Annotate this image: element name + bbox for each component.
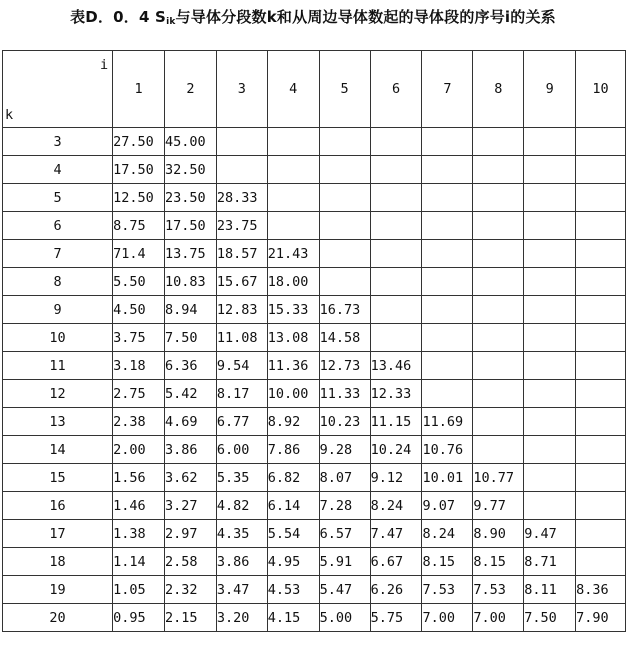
value-cell: 7.00 [422, 604, 473, 632]
title-subscript: ik [166, 17, 176, 27]
i-header-cell: 4 [267, 51, 319, 128]
value-cell: 10.24 [370, 436, 422, 464]
title-suffix: 与导体分段数k和从周边导体数起的导体段的序号i的关系 [175, 8, 556, 26]
table-row [3, 380, 626, 408]
i-header-cell: 10 [576, 51, 626, 128]
value-cell [473, 184, 524, 212]
value-cell: 6.36 [164, 352, 216, 380]
value-cell: 3.27 [164, 492, 216, 520]
value-cell [267, 156, 319, 184]
value-cell: 12.50 [113, 184, 165, 212]
value-cell: 5.35 [216, 464, 267, 492]
i-header-cell: 2 [164, 51, 216, 128]
value-cell: 7.50 [524, 604, 576, 632]
value-cell: 4.69 [164, 408, 216, 436]
value-cell [422, 296, 473, 324]
value-cell: 32.50 [164, 156, 216, 184]
value-cell: 10.00 [267, 380, 319, 408]
value-cell [422, 156, 473, 184]
value-cell [370, 324, 422, 352]
corner-cell [3, 51, 113, 128]
value-cell: 6.00 [216, 436, 267, 464]
value-cell [576, 296, 626, 324]
i-header-cell: 3 [216, 51, 267, 128]
value-cell: 3.20 [216, 604, 267, 632]
value-cell [576, 408, 626, 436]
value-cell: 3.86 [216, 548, 267, 576]
value-cell: 1.05 [113, 576, 165, 604]
value-cell [473, 240, 524, 268]
corner-k-label: k [5, 107, 14, 123]
value-cell [267, 128, 319, 156]
table-row [3, 268, 626, 296]
value-cell [524, 184, 576, 212]
value-cell [370, 296, 422, 324]
value-cell: 2.75 [113, 380, 165, 408]
value-cell [524, 128, 576, 156]
value-cell: 3.62 [164, 464, 216, 492]
value-cell: 17.50 [164, 212, 216, 240]
value-cell [576, 184, 626, 212]
value-cell [524, 352, 576, 380]
value-cell: 9.12 [370, 464, 422, 492]
k-value-cell: 19 [3, 576, 113, 604]
value-cell: 9.54 [216, 352, 267, 380]
value-cell: 5.50 [113, 268, 165, 296]
value-cell: 12.83 [216, 296, 267, 324]
value-cell: 8.07 [319, 464, 370, 492]
value-cell: 13.08 [267, 324, 319, 352]
k-value-cell: 10 [3, 324, 113, 352]
value-cell: 1.56 [113, 464, 165, 492]
k-value-cell: 9 [3, 296, 113, 324]
value-cell: 3.18 [113, 352, 165, 380]
i-header-cell: 1 [113, 51, 165, 128]
value-cell [422, 184, 473, 212]
k-value-cell: 4 [3, 156, 113, 184]
data-table [2, 50, 626, 632]
value-cell: 11.36 [267, 352, 319, 380]
value-cell [370, 268, 422, 296]
value-cell: 18.00 [267, 268, 319, 296]
value-cell [524, 156, 576, 184]
value-cell [473, 408, 524, 436]
value-cell [319, 268, 370, 296]
value-cell: 7.90 [576, 604, 626, 632]
value-cell: 12.33 [370, 380, 422, 408]
table-row [3, 156, 626, 184]
value-cell [524, 492, 576, 520]
value-cell: 2.58 [164, 548, 216, 576]
k-value-cell: 18 [3, 548, 113, 576]
value-cell: 10.23 [319, 408, 370, 436]
value-cell: 0.95 [113, 604, 165, 632]
value-cell: 2.97 [164, 520, 216, 548]
value-cell: 8.17 [216, 380, 267, 408]
i-header-cell: 9 [524, 51, 576, 128]
value-cell: 7.47 [370, 520, 422, 548]
value-cell: 3.47 [216, 576, 267, 604]
value-cell [422, 128, 473, 156]
value-cell [473, 352, 524, 380]
k-value-cell: 16 [3, 492, 113, 520]
value-cell: 6.14 [267, 492, 319, 520]
value-cell: 5.91 [319, 548, 370, 576]
table-row [3, 492, 626, 520]
value-cell: 9.47 [524, 520, 576, 548]
value-cell: 8.24 [422, 520, 473, 548]
value-cell [473, 324, 524, 352]
table-row [3, 548, 626, 576]
table-row [3, 352, 626, 380]
value-cell: 4.95 [267, 548, 319, 576]
k-value-cell: 11 [3, 352, 113, 380]
value-cell: 7.28 [319, 492, 370, 520]
value-cell: 6.67 [370, 548, 422, 576]
k-value-cell: 7 [3, 240, 113, 268]
value-cell: 7.00 [473, 604, 524, 632]
value-cell [576, 464, 626, 492]
value-cell: 11.33 [319, 380, 370, 408]
value-cell [524, 436, 576, 464]
value-cell [370, 156, 422, 184]
i-header-cell: 8 [473, 51, 524, 128]
value-cell: 8.36 [576, 576, 626, 604]
value-cell: 7.53 [473, 576, 524, 604]
value-cell: 3.75 [113, 324, 165, 352]
value-cell: 9.77 [473, 492, 524, 520]
value-cell [524, 268, 576, 296]
value-cell [524, 212, 576, 240]
table-row [3, 464, 626, 492]
value-cell [576, 324, 626, 352]
value-cell: 5.54 [267, 520, 319, 548]
value-cell: 10.76 [422, 436, 473, 464]
value-cell [576, 492, 626, 520]
value-cell [473, 268, 524, 296]
value-cell: 27.50 [113, 128, 165, 156]
k-value-cell: 20 [3, 604, 113, 632]
value-cell [576, 520, 626, 548]
value-cell: 8.24 [370, 492, 422, 520]
value-cell [473, 436, 524, 464]
k-value-cell: 5 [3, 184, 113, 212]
k-value-cell: 15 [3, 464, 113, 492]
value-cell [319, 240, 370, 268]
value-cell: 13.46 [370, 352, 422, 380]
table-title [0, 2, 626, 38]
value-cell [473, 380, 524, 408]
value-cell: 4.35 [216, 520, 267, 548]
value-cell: 11.69 [422, 408, 473, 436]
value-cell [370, 128, 422, 156]
table-row [3, 212, 626, 240]
value-cell: 18.57 [216, 240, 267, 268]
value-cell: 15.67 [216, 268, 267, 296]
value-cell: 11.08 [216, 324, 267, 352]
value-cell: 2.00 [113, 436, 165, 464]
value-cell [370, 240, 422, 268]
value-cell: 9.07 [422, 492, 473, 520]
value-cell: 45.00 [164, 128, 216, 156]
value-cell [524, 464, 576, 492]
value-cell: 71.4 [113, 240, 165, 268]
value-cell [422, 240, 473, 268]
value-cell: 7.86 [267, 436, 319, 464]
value-cell [576, 352, 626, 380]
value-cell: 23.50 [164, 184, 216, 212]
table-row [3, 324, 626, 352]
table-row [3, 576, 626, 604]
value-cell [576, 268, 626, 296]
i-header-cell: 5 [319, 51, 370, 128]
value-cell: 8.92 [267, 408, 319, 436]
value-cell: 11.15 [370, 408, 422, 436]
value-cell: 4.82 [216, 492, 267, 520]
value-cell: 2.32 [164, 576, 216, 604]
value-cell: 5.47 [319, 576, 370, 604]
value-cell: 8.90 [473, 520, 524, 548]
value-cell: 13.75 [164, 240, 216, 268]
value-cell: 3.86 [164, 436, 216, 464]
value-cell [524, 408, 576, 436]
value-cell: 7.50 [164, 324, 216, 352]
value-cell [319, 128, 370, 156]
table-row [3, 128, 626, 156]
value-cell [576, 436, 626, 464]
value-cell: 5.42 [164, 380, 216, 408]
table-row [3, 520, 626, 548]
value-cell: 5.00 [319, 604, 370, 632]
k-value-cell: 6 [3, 212, 113, 240]
value-cell: 23.75 [216, 212, 267, 240]
value-cell: 8.15 [473, 548, 524, 576]
value-cell: 28.33 [216, 184, 267, 212]
value-cell [422, 380, 473, 408]
value-cell: 21.43 [267, 240, 319, 268]
value-cell [524, 296, 576, 324]
k-value-cell: 14 [3, 436, 113, 464]
value-cell [422, 352, 473, 380]
value-cell: 4.50 [113, 296, 165, 324]
value-cell: 6.77 [216, 408, 267, 436]
value-cell: 14.58 [319, 324, 370, 352]
k-value-cell: 3 [3, 128, 113, 156]
value-cell [576, 128, 626, 156]
title-prefix: 表D．0．4 S [70, 8, 167, 26]
value-cell [576, 548, 626, 576]
k-value-cell: 13 [3, 408, 113, 436]
value-cell [319, 184, 370, 212]
value-cell [267, 184, 319, 212]
value-cell [422, 268, 473, 296]
value-cell: 8.75 [113, 212, 165, 240]
value-cell: 1.14 [113, 548, 165, 576]
value-cell [576, 156, 626, 184]
k-value-cell: 8 [3, 268, 113, 296]
value-cell: 6.57 [319, 520, 370, 548]
value-cell [370, 184, 422, 212]
value-cell [422, 212, 473, 240]
k-value-cell: 17 [3, 520, 113, 548]
value-cell: 1.46 [113, 492, 165, 520]
value-cell: 9.28 [319, 436, 370, 464]
i-header-cell: 7 [422, 51, 473, 128]
value-cell [216, 156, 267, 184]
value-cell [319, 212, 370, 240]
value-cell [524, 380, 576, 408]
value-cell [473, 128, 524, 156]
value-cell: 1.38 [113, 520, 165, 548]
value-cell [473, 212, 524, 240]
header-row [3, 51, 626, 128]
value-cell [370, 212, 422, 240]
value-cell [576, 380, 626, 408]
value-cell: 2.38 [113, 408, 165, 436]
k-value-cell: 12 [3, 380, 113, 408]
corner-i-label: i [99, 57, 109, 73]
value-cell [319, 156, 370, 184]
table-row [3, 240, 626, 268]
value-cell: 10.83 [164, 268, 216, 296]
value-cell: 4.15 [267, 604, 319, 632]
value-cell: 7.53 [422, 576, 473, 604]
value-cell: 17.50 [113, 156, 165, 184]
value-cell [422, 324, 473, 352]
value-cell: 8.11 [524, 576, 576, 604]
table-row [3, 604, 626, 632]
table-row [3, 184, 626, 212]
value-cell: 4.53 [267, 576, 319, 604]
i-header-cell: 6 [370, 51, 422, 128]
table-row [3, 408, 626, 436]
value-cell: 10.77 [473, 464, 524, 492]
value-cell: 5.75 [370, 604, 422, 632]
table-row [3, 436, 626, 464]
value-cell: 8.94 [164, 296, 216, 324]
value-cell: 6.26 [370, 576, 422, 604]
value-cell: 8.71 [524, 548, 576, 576]
value-cell: 16.73 [319, 296, 370, 324]
value-cell: 10.01 [422, 464, 473, 492]
value-cell [576, 240, 626, 268]
value-cell [524, 324, 576, 352]
value-cell [267, 212, 319, 240]
value-cell [473, 156, 524, 184]
value-cell [473, 296, 524, 324]
value-cell [576, 212, 626, 240]
value-cell: 15.33 [267, 296, 319, 324]
value-cell [216, 128, 267, 156]
value-cell: 2.15 [164, 604, 216, 632]
value-cell: 8.15 [422, 548, 473, 576]
value-cell: 6.82 [267, 464, 319, 492]
table-row [3, 296, 626, 324]
value-cell: 12.73 [319, 352, 370, 380]
value-cell [524, 240, 576, 268]
